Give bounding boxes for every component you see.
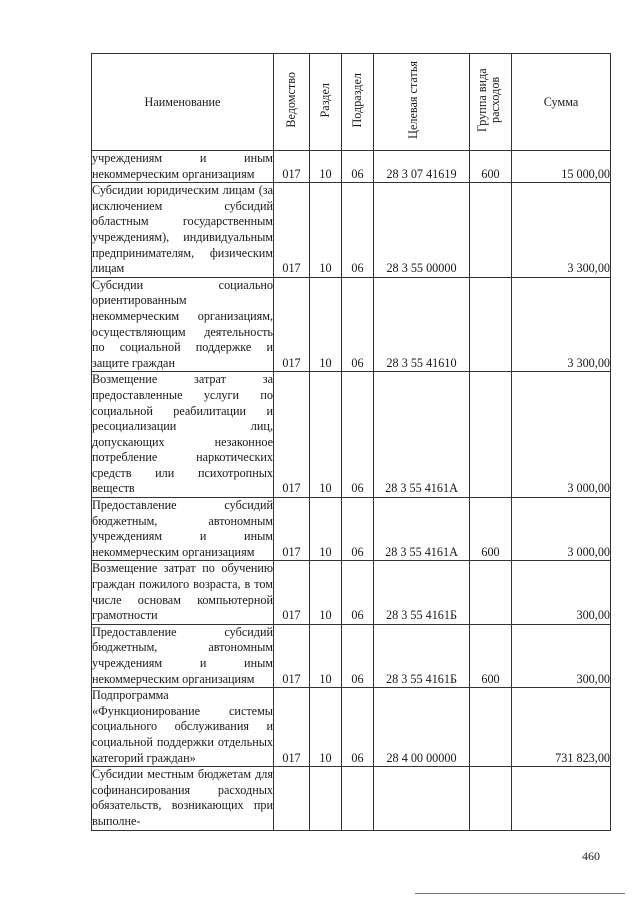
row-dept: 017 [274, 151, 310, 183]
row-sum: 300,00 [512, 561, 611, 624]
row-section: 10 [310, 277, 342, 372]
table-row [92, 767, 611, 830]
row-name: учреждениям и иным некоммерческим организациям [92, 151, 274, 183]
header-group: Группа вида расходов [470, 54, 512, 151]
row-group [470, 372, 512, 498]
row-target [374, 767, 470, 830]
row-section: 10 [310, 624, 342, 687]
row-name: Предоставление субсидий бюджетным, автономным учреждениям и иным некоммерческим организациям [92, 624, 274, 687]
row-dept: 017 [274, 277, 310, 372]
row-section: 10 [310, 688, 342, 767]
row-dept: 017 [274, 372, 310, 498]
header-subsection: Подраздел [342, 54, 374, 151]
row-dept: 017 [274, 498, 310, 561]
row-dept: 017 [274, 688, 310, 767]
table-row [92, 151, 611, 183]
row-section: 10 [310, 183, 342, 278]
row-group [470, 767, 512, 830]
row-name: Субсидии местным бюджетам для софинансирования расходных обязательств, возникающих при выполне- [92, 767, 274, 830]
row-name: Субсидии социально ориентированным некоммерческим организациям, осуществляющим деятельность по социальной поддержке и защите граждан [92, 277, 274, 372]
row-sum: 15 000,00 [512, 151, 611, 183]
header-sum: Сумма [512, 54, 611, 151]
row-section: 10 [310, 498, 342, 561]
row-subsection: 06 [342, 498, 374, 561]
row-sum [512, 767, 611, 830]
row-sum: 3 000,00 [512, 372, 611, 498]
row-target: 28 3 55 41610 [374, 277, 470, 372]
header-target: Целевая статья [374, 54, 470, 151]
row-section: 10 [310, 561, 342, 624]
row-subsection: 06 [342, 561, 374, 624]
row-target: 28 3 55 4161Б [374, 624, 470, 687]
row-name: Возмещение затрат по обучению граждан пожилого возраста, в том числе основам компьютерной грамотности [92, 561, 274, 624]
row-sum: 3 300,00 [512, 277, 611, 372]
row-target: 28 3 07 41619 [374, 151, 470, 183]
table-row [92, 624, 611, 687]
header-dept: Ведомство [274, 54, 310, 151]
budget-table [91, 53, 611, 831]
table-row [92, 277, 611, 372]
row-subsection [342, 767, 374, 830]
row-group [470, 183, 512, 278]
row-sum: 3 000,00 [512, 498, 611, 561]
row-target: 28 3 55 4161А [374, 372, 470, 498]
row-group [470, 561, 512, 624]
row-dept [274, 767, 310, 830]
row-subsection: 06 [342, 624, 374, 687]
row-sum: 731 823,00 [512, 688, 611, 767]
table-header-row [92, 54, 611, 151]
row-subsection: 06 [342, 688, 374, 767]
row-section [310, 767, 342, 830]
header-name: Наименование [92, 54, 274, 151]
row-dept: 017 [274, 183, 310, 278]
row-dept: 017 [274, 561, 310, 624]
page-number: 460 [582, 849, 600, 863]
row-target: 28 3 55 4161А [374, 498, 470, 561]
row-sum: 3 300,00 [512, 183, 611, 278]
row-group: 600 [470, 151, 512, 183]
row-name: Возмещение затрат за предоставленные услуги по социальной реабилитации и ресоциализации лиц, допускающих незаконное потребление наркотических средств или психотропных веществ [92, 372, 274, 498]
table-row [92, 372, 611, 498]
table-row [92, 498, 611, 561]
row-subsection: 06 [342, 151, 374, 183]
row-sum: 300,00 [512, 624, 611, 687]
row-group: 600 [470, 624, 512, 687]
header-section: Раздел [310, 54, 342, 151]
row-section: 10 [310, 372, 342, 498]
row-subsection: 06 [342, 183, 374, 278]
row-name: Субсидии юридическим лицам (за исключением субсидий областным государственным учреждениям), индивидуальным предпринимателям, физическим лицам [92, 183, 274, 278]
table-row [92, 183, 611, 278]
row-subsection: 06 [342, 372, 374, 498]
row-group [470, 277, 512, 372]
row-name: Подпрограмма «Функционирование системы социального обслуживания и социальной поддержки отдельных категорий граждан» [92, 688, 274, 767]
row-target: 28 4 00 00000 [374, 688, 470, 767]
table-row [92, 688, 611, 767]
row-target: 28 3 55 00000 [374, 183, 470, 278]
row-group [470, 688, 512, 767]
table-row [92, 561, 611, 624]
row-section: 10 [310, 151, 342, 183]
row-dept: 017 [274, 624, 310, 687]
row-target: 28 3 55 4161Б [374, 561, 470, 624]
row-subsection: 06 [342, 277, 374, 372]
footer-divider [415, 893, 625, 894]
row-group: 600 [470, 498, 512, 561]
row-name: Предоставление субсидий бюджетным, автономным учреждениям и иным некоммерческим организациям [92, 498, 274, 561]
